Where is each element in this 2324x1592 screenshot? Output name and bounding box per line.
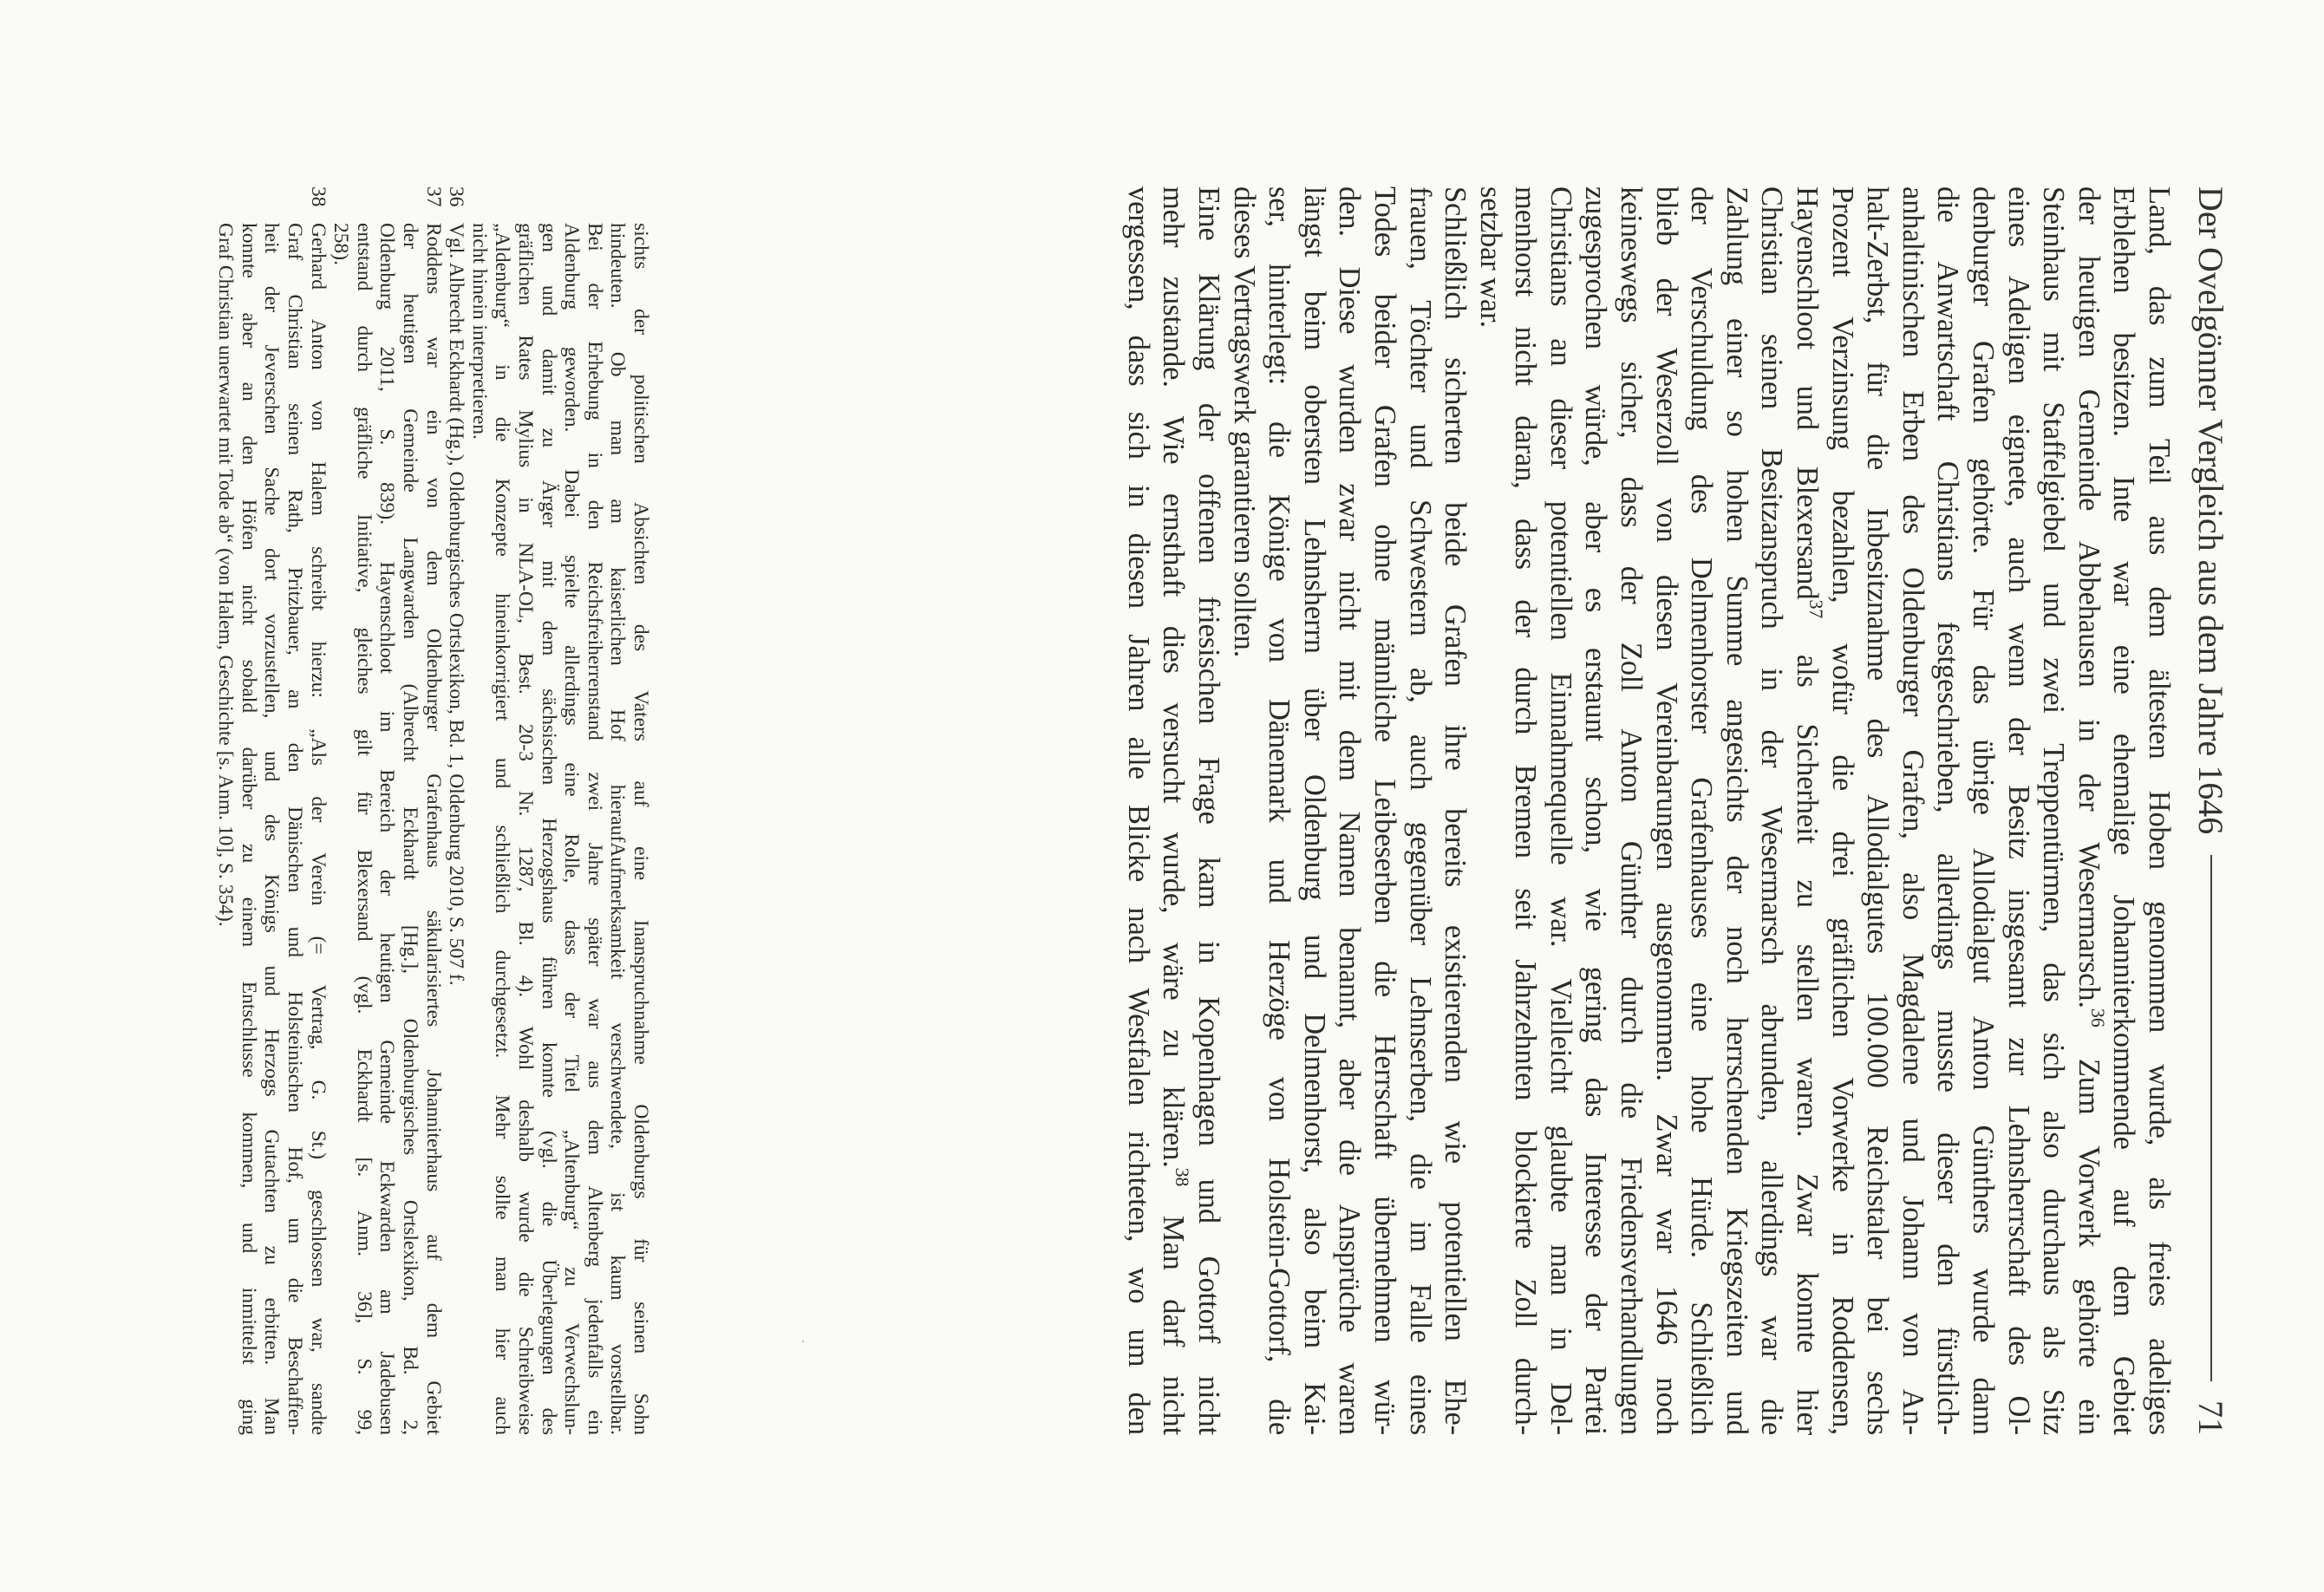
footnote-number: 38 [306, 186, 330, 207]
page-number: 71 [2191, 1400, 2231, 1435]
footnote-text: „Aldenburg“ in die Konzepte hineinkorrigiert und schließlich durchgesetzt. Mehr sollte man hier auch [491, 223, 514, 1435]
footnote-text: Graf Christian unerwartet mit Tode ab“ (von Halem, Geschichte [s. Anm. 10], S. 354). [214, 223, 238, 927]
footnote-text: konnte aber an den Höfen nicht sobald darüber zu einem Entschlusse kommen, und inmittelst ging [237, 223, 260, 1435]
footnote-text: Aldenburg geworden. Dabei spielte allerdings eine Rolle, dass der Titel „Altenburg“ zu Verwechslun- [560, 223, 584, 1435]
footnote-text: Graf Christian seinen Rath, Pritzbauer, an den Dänischen und Holsteinischen Hof, um die Beschaffen- [284, 223, 307, 1435]
body-line-text: der heutigen Gemeinde Abbehausen in der Wesermarsch. [2072, 186, 2105, 1008]
footnote-text: 258). [330, 223, 353, 265]
footnote-text: Gerhard Anton von Halem schreibt hierzu: „Als der Verein (= Vertrag, G. St.) geschlossen war, sandte [306, 223, 330, 1435]
margin-dot [802, 1341, 804, 1342]
footnote-text: heit der Jeverschen Sache dort vorzustellen, und des Königs und Herzogs Gutachten zu erbitten. Man [260, 223, 284, 1435]
footnote-text: entstand durch gräfliche Initiative, gleiches gilt für Blexersand (vgl. Eckhardt [s. Anm. 36], S. 99, [352, 223, 375, 1435]
footnote-line [284, 186, 307, 1435]
body-line [1508, 186, 1544, 1435]
body-line-text: Erblehen besitzen. Inte war eine ehemalige Johanniterkommende auf dem Gebiet [2107, 186, 2141, 1435]
body-line-text: setzbar war. [1473, 186, 1507, 328]
footnote-line [629, 186, 652, 1435]
body-line [1543, 186, 1578, 1435]
footnote-text: gräflichen Rates Mylius in NLA-OL, Best. 20-3 Nr. 1287, Bl. 4). Wohl deshalb wurde die Schreibweise [514, 223, 538, 1435]
footnote-text: Oldenburg 2011, S. 839). Hayenschloot im Bereich der heutigen Gemeinde Eckwarden am Jadebusen [375, 223, 399, 1435]
footnote-line [560, 186, 584, 1435]
body-line-text: Christian seinen Besitzanspruch in der Wesermarsch abrunden, allerdings war die [1755, 186, 1789, 1435]
body-line-text: vergessen, dass sich in diesen Jahren alle Blicke nach Westfalen richteten, wo um den [1121, 186, 1155, 1435]
footnote-line [606, 186, 630, 1435]
body-line [1332, 186, 1368, 1435]
body-line-text: mehr zustande. Wie ernsthaft dies versucht wurde, wäre zu klären. [1157, 186, 1191, 1168]
footnote-line [491, 186, 514, 1435]
body-line-text: die Anwartschaft Christians festgeschrieben, allerdings musste dieser den fürstlich- [1931, 186, 1965, 1435]
footnote-line [237, 186, 260, 1435]
body-line-text: Man darf nicht [1157, 1186, 1191, 1435]
footnote-number: 37 [421, 186, 445, 207]
body-line [1825, 186, 1860, 1435]
running-head: Der Ovelgönner Vergleich aus dem Jahre 1646 [2191, 186, 2231, 835]
header-rule [2210, 855, 2212, 1381]
footnote-text: hindeuten. Ob man am kaiserlichen Hof hieraufAufmerksamkeit verschwendete, ist kaum vorstellbar. [606, 223, 630, 1435]
body-line-text: als Sicherheit zu stellen waren. Zwar konnte hier [1791, 618, 1825, 1435]
body-line [1262, 186, 1297, 1435]
footnote-reference: 37 [1805, 599, 1828, 619]
footnote-line [260, 186, 284, 1435]
body-line-text: den. Diese wurden zwar nicht mit dem Namen benannt, aber die Ansprüche waren [1333, 186, 1367, 1435]
body-line-text: ser, hinterlegt: die Könige von Dänemark und Herzöge von Holstein-Gottorf, die [1263, 186, 1296, 1435]
body-line [1719, 186, 1754, 1435]
body-line-text: Steinhaus mit Staffelgiebel und zwei Treppentürmen, das sich also durchaus als Sitz [2037, 186, 2071, 1435]
footnote-text: sichts der politischen Absichten des Vaters auf eine Inanspruchnahme Oldenburgs für seinen Sohn [630, 223, 652, 1435]
footnote-text: Bei der Erhebung in den Reichsfreiherrenstand zwei Jahre später war aus dem Altenberg jedenfalls ein [583, 223, 606, 1435]
footnote-line [513, 186, 537, 1435]
footnote-text: der heutigen Gemeinde Langwarden (Albrecht Eckhardt [Hg.], Oldenburgisches Ortslexikon, Bd. 2, [399, 223, 422, 1435]
body-line-text: denburger Grafen gehörte. Für das übrige Allodialgut Anton Günthers wurde dann [1967, 186, 2001, 1435]
body-line [1296, 186, 1332, 1435]
body-line-text: eines Adeligen eignete, auch wenn der Besitz insgesamt zur Lehnsherrschaft des Ol- [2001, 186, 2035, 1435]
body-line-text: frauen, Töchter und Schwestern ab, auch gegenüber Lehnserben, die im Falle eines [1403, 186, 1437, 1435]
body-line-text: Zahlung einer so hohen Summe angesichts der noch herrschenden Kriegszeiten und [1720, 186, 1753, 1435]
body-line [2141, 186, 2177, 1435]
body-line-text: menhorst nicht daran, dass der durch Bremen seit Jahrzehnten blockierte Zoll durch- [1509, 186, 1543, 1435]
body-line [1226, 186, 1262, 1435]
body-line [1895, 186, 1930, 1435]
body-line-text: keineswegs sicher, dass der Zoll Anton Günther durch die Friedensverhandlungen [1615, 186, 1648, 1435]
body-line-text: Prozent Verzinsung bezahlen, wofür die drei gräflichen Vorwerke in Roddensen, [1825, 186, 1859, 1435]
footnote-line [445, 186, 468, 1435]
footnote-reference: 38 [1172, 1167, 1194, 1187]
body-line [1156, 186, 1194, 1435]
body-line-text: längst beim obersten Lehnsherrn über Oldenburg und Delmenhorst, also beim Kai- [1297, 186, 1331, 1435]
footnote-line [375, 186, 399, 1435]
footnote-line [306, 186, 330, 1435]
body-line-text: anhaltinischen Erben des Oldenburger Grafen, also Magdalene und Johann von An- [1896, 186, 1929, 1435]
body-line-text: Eine Klärung der offenen friesischen Frage kam in Kopenhagen und Gottorf nicht [1191, 186, 1225, 1435]
body-line-text: Schließlich sicherten beide Grafen ihre bereits existierenden wie potentiellen Ehe- [1439, 186, 1472, 1435]
body-line-text: Todes beider Grafen ohne männliche Leibeserben die Herrschaft übernehmen wür- [1368, 186, 1401, 1435]
body-line [1965, 186, 2001, 1435]
body-line-text: Land, das zum Teil aus dem ältesten Hoben genommen wurde, als freies adeliges [2143, 186, 2176, 1435]
body-text [928, 186, 2177, 1435]
body-line-text: Hayenschloot und Blexersand [1791, 186, 1825, 600]
footnote-line [352, 186, 375, 1435]
body-line-text: halt-Zerbst, für die Inbesitznahme des Allodialgutes 100.000 Reichstaler bei sechs [1861, 186, 1895, 1435]
body-line [1120, 186, 1156, 1435]
footnote-line [398, 186, 421, 1435]
body-line-text: Christians an dieser potentiellen Einnahmequelle war. Vielleicht glaubte man in Del- [1544, 186, 1577, 1435]
footnote-number: 36 [445, 186, 468, 207]
footnote-line [583, 186, 606, 1435]
body-line [1578, 186, 1614, 1435]
body-line [1472, 186, 1508, 1435]
footnote-text: Vgl. Albrecht Eckhardt (Hg.), Oldenburgisches Ortslexikon, Bd. 1, Oldenburg 2010, S. 507 f. [445, 223, 468, 986]
footnote-reference: 36 [2086, 1008, 2109, 1028]
body-line [1930, 186, 1966, 1435]
body-line-text: dieses Vertragswerk garantieren sollten. [1227, 186, 1261, 658]
footnote-text: Roddens war ein von dem Oldenburger Grafenhaus säkularisiertes Johanniterhaus auf dem Gebiet [421, 223, 445, 1435]
body-line [1789, 186, 1828, 1435]
footnote-text: nicht hinein interpretieren. [467, 223, 491, 440]
body-line [1402, 186, 1438, 1435]
body-line [2106, 186, 2142, 1435]
footnote-line [330, 186, 353, 1435]
footnote-line [537, 186, 560, 1435]
body-line [1754, 186, 1790, 1435]
footnotes [114, 186, 652, 1435]
footnote-line [214, 186, 238, 1435]
body-line-text: Zum Vorwerk gehörte ein [2072, 1027, 2105, 1435]
body-line-text: zugesprochen würde, aber es erstaunt schon, wie gering das Interesse der Partei [1579, 186, 1613, 1435]
body-line [1648, 186, 1684, 1435]
body-line [1438, 186, 1473, 1435]
body-line [2001, 186, 2036, 1435]
body-line [1860, 186, 1896, 1435]
body-line-text: der Verschuldung des Delmenhorster Grafenhauses eine hohe Hürde. Schließlich [1685, 186, 1719, 1435]
body-line [2071, 186, 2109, 1435]
body-line [1367, 186, 1402, 1435]
body-line [1684, 186, 1720, 1435]
footnote-line [467, 186, 491, 1435]
body-line-text: blieb der Weserzoll von diesen Vereinbarungen ausgenommen. Zwar war 1646 noch [1649, 186, 1683, 1435]
body-line [2036, 186, 2072, 1435]
body-line [1614, 186, 1649, 1435]
footnote-line [421, 186, 445, 1435]
page-header [2190, 186, 2233, 1435]
footnote-text: gen und damit zu Ärger mit dem sächsischen Herzogshaus führen konnte (vgl. die Überlegungen des [537, 223, 560, 1435]
body-line [1191, 186, 1226, 1435]
